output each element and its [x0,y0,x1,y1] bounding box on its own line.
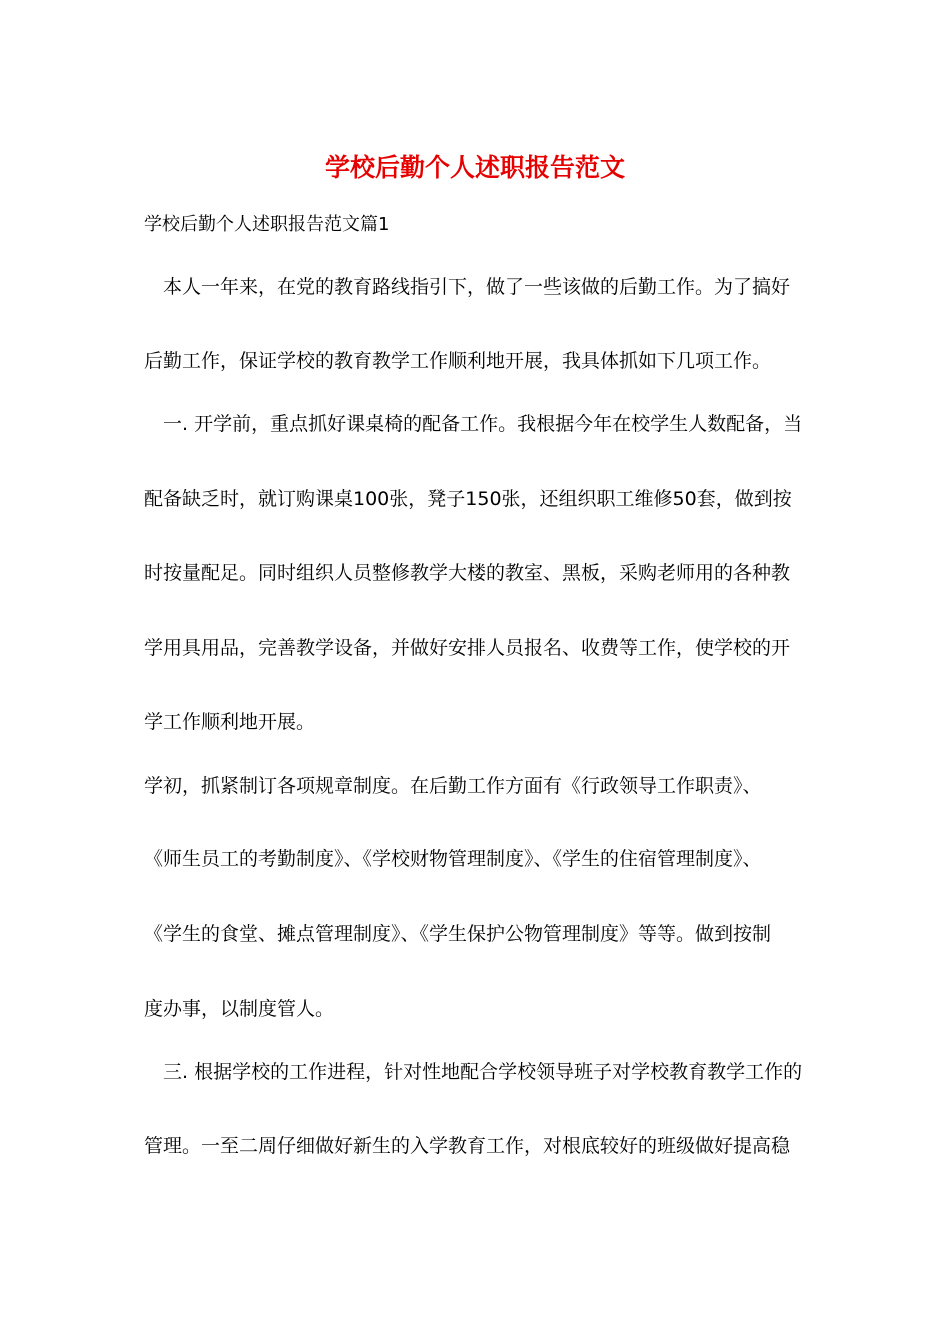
paragraph-line: 时按量配足。同时组织人员整修教学大楼的教室、黑板，采购老师用的各种教 [144,562,791,584]
section-heading: 学校后勤个人述职报告范文篇1 [144,214,390,235]
document-title: 学校后勤个人述职报告范文 [324,153,625,182]
paragraph-line: 后勤工作，保证学校的教育教学工作顺利地开展，我具体抓如下几项工作。 [144,350,772,372]
paragraph-line: 《师生员工的考勤制度》、《学校财物管理制度》、《学生的住宿管理制度》、 [144,848,762,870]
paragraph-line: 管理。一至二周仔细做好新生的入学教育工作，对根底较好的班级做好提高稳 [144,1135,791,1157]
paragraph-line: 学初，抓紧制订各项规章制度。在后勤工作方面有《行政领导工作职责》、 [144,775,762,797]
paragraph-line: 本人一年来，在党的教育路线指引下，做了一些该做的后勤工作。为了搞好 [163,276,791,298]
paragraph-line: 《学生的食堂、摊点管理制度》、《学生保护公物管理制度》等等。做到按制 [144,923,772,945]
paragraph-line: 度办事，以制度管人。 [144,998,335,1020]
paragraph-line: 三. 根据学校的工作进程，针对性地配合学校领导班子对学校教育教学工作的 [163,1061,803,1083]
paragraph-line: 配备缺乏时，就订购课桌100张，凳子150张，还组织职工维修50套，做到按 [144,488,792,510]
paragraph-line: 一. 开学前，重点抓好课桌椅的配备工作。我根据今年在校学生人数配备，当 [163,413,803,435]
paragraph-line: 学用具用品，完善教学设备，并做好安排人员报名、收费等工作，使学校的开 [144,637,791,659]
paragraph-line: 学工作顺利地开展。 [144,711,316,733]
